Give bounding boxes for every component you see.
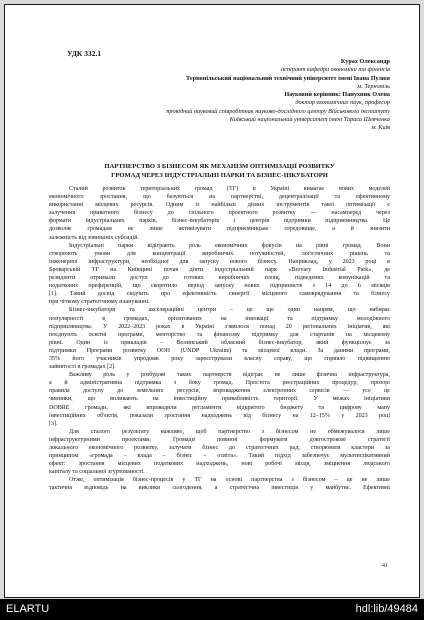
text-line: поєднують освітні програми, менторство та фінансову підтримку для стартапів на місцевому (49, 331, 390, 338)
text-line: капіталу та соціальної згуртованості. (49, 469, 145, 476)
text-line: використанні місцевих ресурсів. Одним із найбільш дієвих інструментів такої оптимізації є (49, 202, 390, 209)
supervisor-city: м. Київ (371, 124, 390, 132)
paragraph (49, 185, 390, 242)
article-body (49, 185, 390, 493)
text-line: рівні. Один із прикладів – Волинський обласний бізнес-інкубатор, який функціонує за (49, 339, 390, 346)
paragraph (49, 306, 390, 371)
text-line: Бізнес-інкубатори та акселераційні центри – це ще один напрям, що набирає (69, 307, 390, 314)
author-city: м. Тернопіль (357, 82, 390, 90)
paragraph (49, 371, 390, 428)
text-line: Сталий розвиток територіальних громад (ТГ) в Україні вимагає нових моделей (69, 186, 390, 192)
text-line: інженерної інфраструктури, необхідної для запуску нового бізнесу. Наприклад, у 2023 році в (49, 258, 390, 265)
text-line: формати індустріальних парків, бізнес-інкубаторів і центрів підтримки підприємництва. Це (49, 218, 390, 225)
supervisor-label: Науковий керівник: Панухник Олена (284, 91, 390, 99)
author-affiliation: Тернопільський національний технічний університет імені Івана Пулюя (186, 74, 390, 82)
paragraph (49, 428, 390, 477)
text-line: Індустріальні парки відіграють роль економічних фокусів на рівні громад. Вони (69, 242, 390, 249)
text-line: при чіткому стратегічному плануванні. (49, 299, 150, 306)
text-line: Для сталого результату важливо, щоб партнерство з бізнесом не обмежувалося лише (69, 428, 390, 435)
text-line: ефект: зростання місцевих податкових надходжень, нові робочі місця, зміцнення людського (49, 461, 390, 468)
text-line: резиденти отримали доступ до готових виробничих площ, підведених комунікацій та (49, 275, 390, 282)
text-line: створюють умови для концентрації виробничих потужностей, логістичних рішень та (49, 250, 390, 257)
text-line: принципом «громада – влада – бізнес – освіта». Такий підхід забезпечує мультиплікативний (49, 453, 390, 460)
footer-bar (0, 599, 424, 620)
text-line: підтримки Програми розвитку ООН (UNDP Ukraine) та місцевої влади. За даними програми, (49, 347, 390, 354)
text-line: залежність від зовнішніх субсидій. (49, 234, 139, 241)
text-line: а й адміністративна підтримка з боку громад. Простота реєстраційних процедур, прозорі (49, 380, 390, 387)
author-block (49, 58, 390, 133)
text-line: популярності в громадах, орієнтованих на інновації та підтримку молодіжного (49, 315, 390, 322)
paragraph (49, 476, 390, 492)
text-line: чинники, що впливають на інвестиційну привабливість території. У межах ініціативи (49, 396, 390, 403)
text-line: правила доступу до земельних ресурсів, впровадження електронних сервісів — усе це (49, 388, 390, 395)
text-line: залучення приватного бізнесу до спільного проектного розвитку — насамперед через (49, 210, 390, 217)
paragraph (49, 242, 390, 307)
text-line: локального економічного розвитку, залучати бізнес до стратегічних рад, створювати кластери за (49, 445, 390, 451)
text-line: дозволяє громадам не лише активізувати підприємницьке середовище, а й знизити (49, 226, 390, 233)
text-line: підприємництва. У 2022–2023 роках в Україні з'явилося понад 20 регіональних ініціатив, які (49, 323, 390, 330)
supervisor-degree: доктор економічних наук, професор (295, 99, 390, 107)
text-line: Важливу роль у розбудові таких партнерств відіграє не лише фізична інфраструктура, (69, 372, 390, 379)
page-number: 41 (382, 563, 388, 569)
title-line: ПАРТНЕРСТВО З БІЗНЕСОМ ЯК МЕХАНІЗМ ОПТИМІЗАЦІЇ РОЗВИТКУ (104, 163, 335, 170)
text-line: податкових преференцій, що скоротило період запуску нових підприємств з 14 до 6 місяців (49, 283, 390, 290)
text-line: [3]. (49, 420, 58, 427)
repository-label: ELARTU (6, 603, 50, 615)
text-line: інфраструктурними проектами. Громади повинні формувати довгострокові стратегії (49, 436, 390, 443)
text-line: зайнятості в громадах [2]. (49, 364, 116, 371)
author-position: аспірант кафедри економіки та фінансів (281, 66, 390, 74)
text-line: інвестиційних об'єктів, показали зростання надходжень від бізнесу на 12–15% у 2023 році (49, 412, 390, 419)
text-line: 35% його учасників упродовж року зареєстрували власну справу, що сприяло підвищенню (49, 355, 390, 362)
text-line: [1]. Такий досвід свідчить про ефективність синергії місцевого самоврядування та бізнесу (49, 291, 390, 298)
author-name: Курах Олександр (340, 58, 390, 65)
supervisor-position: провідний науковий співробітник науково-дослідного центру Військового інституту (166, 107, 390, 115)
text-line: тактична відповідь на виклики сьогодення, а стратегічна інвестиція у майбутнє. Ефективні (49, 485, 390, 492)
text-line: DOBRE громади, які впровадили регламенти відкритого бюджету та цифрову мапу (49, 404, 390, 411)
text-line: Отже, оптимізація бізнес-процесів у ТГ на основі партнерства з бізнесом – це не лише (69, 477, 390, 484)
handle-identifier: hdl:lib/49484 (355, 603, 418, 615)
udc-code: УДК 332.1 (67, 49, 102, 58)
text-line: Броварській ТГ на Київщині почав діяти індустріальний парк «Brovary Industrial Park», де (49, 266, 390, 273)
supervisor-affiliation: Київський національний університет імені Тараса Шевченка (229, 116, 390, 124)
document-page (4, 4, 420, 598)
text-line: економічного зростання, що базуються на партнерстві, децентралізації та ефективному (49, 194, 390, 201)
article-title (49, 163, 390, 180)
title-line: ГРОМАД ЧЕРЕЗ ІНДУСТРІАЛЬНІ ПАРКИ ТА БІЗНЕС-ІНКУБАТОРИ (111, 171, 328, 179)
